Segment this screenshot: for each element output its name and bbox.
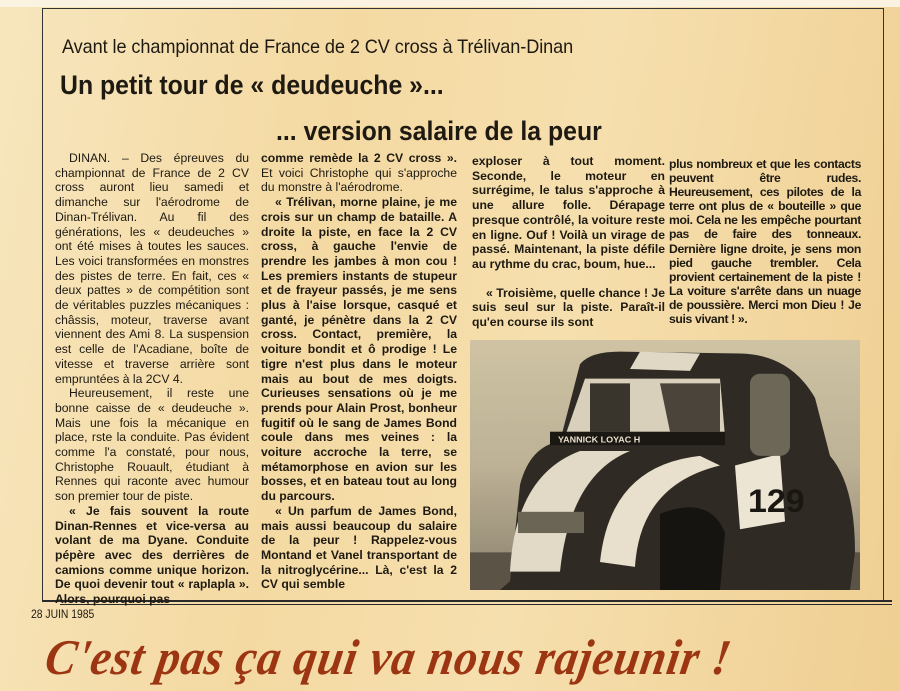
headline-1: Un petit tour de « deudeuche »... xyxy=(60,70,444,100)
column-1 xyxy=(55,151,249,607)
paragraph: « Un parfum de James Bond, mais aussi beaucoup du salaire de la peur ! Rappelez-vous Montand et Vanel transportant de la nitroglycérine... Là, c'est la 2 CV qui semble xyxy=(261,503,457,592)
paragraph: comme remède la 2 CV cross ». xyxy=(261,151,457,165)
paragraph: « Je fais souvent la route Dinan-Rennes et vice-versa au volant de ma Dyane. Conduite pépère avec des derrières de camions comme unique horizon. De quoi devenir tout « raplapla ». Alors, pourquoi pas xyxy=(55,503,249,607)
column-4 xyxy=(669,157,861,326)
column-3 xyxy=(472,154,665,330)
paragraph: « Troisième, quelle chance ! Je suis seul sur la piste. Paraît-il qu'en course ils sont xyxy=(472,285,665,330)
race-car-photo xyxy=(470,340,860,590)
article-kicker: Avant le championnat de France de 2 CV cross à Trélivan-Dinan xyxy=(62,36,574,58)
publication-date: 28 JUIN 1985 xyxy=(31,609,95,621)
paragraph: exploser à tout moment. Seconde, le moteur en surrégime, le talus s'approche à une allure folle. Dérapage presque contrôlé, la voiture reste en ligne. Ouf ! Voilà un virage de passé. Maintenant, la piste défile au rythme du crac, boum, hue... xyxy=(472,154,665,271)
paragraph: Heureusement, il reste une bonne caisse de « deudeuche ». Mais une fois la mécanique en place, rste la conduite. Pas évident comme l'a constaté, pour nous, Christophe Rouault, étudiant à Rennes qui raconte avec humour son premier tour de piste. xyxy=(55,386,249,504)
headline-2: ... version salaire de la peur xyxy=(276,116,602,146)
paragraph: « Trélivan, morne plaine, je me crois sur un champ de bataille. A droite la piste, en face la 2 CV cross, à gauche l'envie de prendre les jambes à mon cou ! Les premiers instants de stupeur et de frayeur passés, je me sens plus à l'aise lorsque, casqué et ganté, je pénètre dans la 2 CV cross. Contact, première, la voiture bondit et ô prodige ! Le tigre n'est plus dans le moteur mais au bout de mes doigts. Curieuses sensations où je me prends pour Alain Prost, bonheur fugitif où le sang de James Bond coule dans mes veines : la voiture accroche la terre, se métamorphose en avion sur les bosses, et en bateau tout au long du parcours. xyxy=(261,195,457,504)
windscreen-banner: YANNICK LOYAC H xyxy=(558,434,641,445)
scan-top-edge xyxy=(0,0,900,7)
car-number: 129 xyxy=(748,483,805,520)
paragraph: Et voici Christophe qui s'approche du monstre à l'aérodrome. xyxy=(261,165,457,195)
paragraph: plus nombreux et que les contacts peuvent être rudes. Heureusement, ces pilotes de la terre ont plus de « bouteille » que moi. Cela ne les empêche pourtant pas de faire des tonneaux. Dernière ligne droite, je sens mon pied gauche trembler. Cela provient certainement de la piste ! La voiture s'arrête dans un nuage de poussière. Merci mon Dieu ! Je suis vivant ! ». xyxy=(669,157,861,327)
column-2 xyxy=(261,151,457,592)
paragraph: DINAN. – Des épreuves du championnat de France de 2 CV cross auront lieu samedi et dimanche sur l'aérodrome de Dinan-Trélivan. Au fil des générations, les « deudeuches » ont été mises à toutes les sauces. Les voici transformées en monstres des pistes de terre. En fait, ces « deux pattes » de compétition sont de véritables puzzles mécaniques : châssis, moteur, traverse avant viennent des Ami 8. La suspension est celle de l'Acadiane, boîte de vitesse et traverse arrière sont empruntées à la 2CV 4. xyxy=(55,151,249,386)
handwritten-caption: C'est pas ça qui va nous rajeunir ! xyxy=(41,629,736,685)
